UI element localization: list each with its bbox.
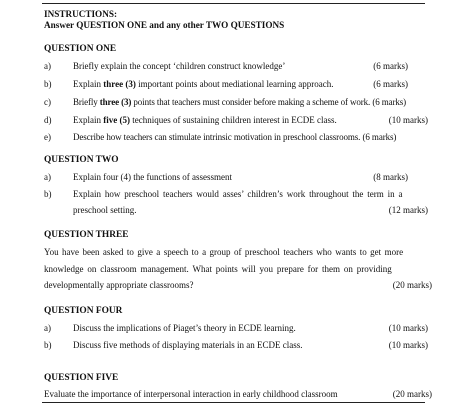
q3-marks: (20 marks) [392,280,432,290]
question-one-heading: QUESTION ONE [44,44,117,54]
q4-item-b-marks: (10 marks) [388,340,428,350]
q1-item-b-marks: (6 marks) [373,79,408,89]
q3-line2: knowledge on classroom management. What points will you prepare for them on providing [44,264,392,274]
q2-item-a-text: Explain four (4) the functions of assessment [73,172,232,182]
q2-item-b-line1: Explain how preschool teachers would asses’ children’s work throughout the term in a [73,189,403,199]
q2-item-b-line2: preschool setting. [73,205,137,215]
question-five-heading: QUESTION FIVE [44,373,119,383]
q4-item-a-text: Discuss the implications of Piaget’s theory in ECDE learning. [73,323,296,333]
q4-item-b-label: b) [44,340,52,350]
q1-item-c-text: Briefly three (3) points that teachers must consider before making a scheme of work. (6 marks) [73,97,406,107]
q2-item-a-marks: (8 marks) [373,172,408,182]
q5-text: Evaluate the importance of interpersonal interaction in early childhood classroom [44,389,338,399]
bottom-rule [42,402,425,403]
instructions-text: Answer QUESTION ONE and any other TWO QUESTIONS [44,20,285,30]
q1-item-b-label: b) [44,79,52,89]
q1-item-a-label: a) [44,61,51,71]
q1-item-d-text: Explain five (5) techniques of sustaining children interest in ECDE class. [73,115,337,125]
q4-item-b-text: Discuss five methods of displaying materials in an ECDE class. [73,340,303,350]
q2-item-b-marks: (12 marks) [388,205,428,215]
question-four-heading: QUESTION FOUR [44,306,123,316]
q2-item-a-label: a) [44,172,51,182]
q1-item-a-text: Briefly explain the concept ‘children construct knowledge’ [73,61,286,71]
q3-line1: You have been asked to give a speech to a group of preschool teachers who wants to get more [44,247,404,257]
q3-line3: developmentally appropriate classrooms? [44,280,194,290]
q2-item-b [44,189,430,219]
q1-item-d-marks: (10 marks) [388,115,428,125]
question-three-heading: QUESTION THREE [44,230,129,240]
q1-item-e-label: e) [44,132,51,142]
q1-item-c-label: c) [44,97,51,107]
instructions-title: INSTRUCTIONS: [44,9,118,19]
q1-item-a-marks: (6 marks) [373,61,408,71]
q1-item-d-label: d) [44,115,52,125]
q4-item-a-label: a) [44,323,51,333]
q1-item-b-text: Explain three (3) important points about mediational learning approach. [73,79,334,89]
question-two-heading: QUESTION TWO [44,155,119,165]
top-rule [42,3,425,4]
q5-marks: (20 marks) [392,389,432,399]
q1-item-e-text: Describe how teachers can stimulate intrinsic motivation in preschool classrooms. (6 marks) [73,132,397,142]
q4-item-a-marks: (10 marks) [388,323,428,333]
q2-item-b-label: b) [44,189,52,199]
